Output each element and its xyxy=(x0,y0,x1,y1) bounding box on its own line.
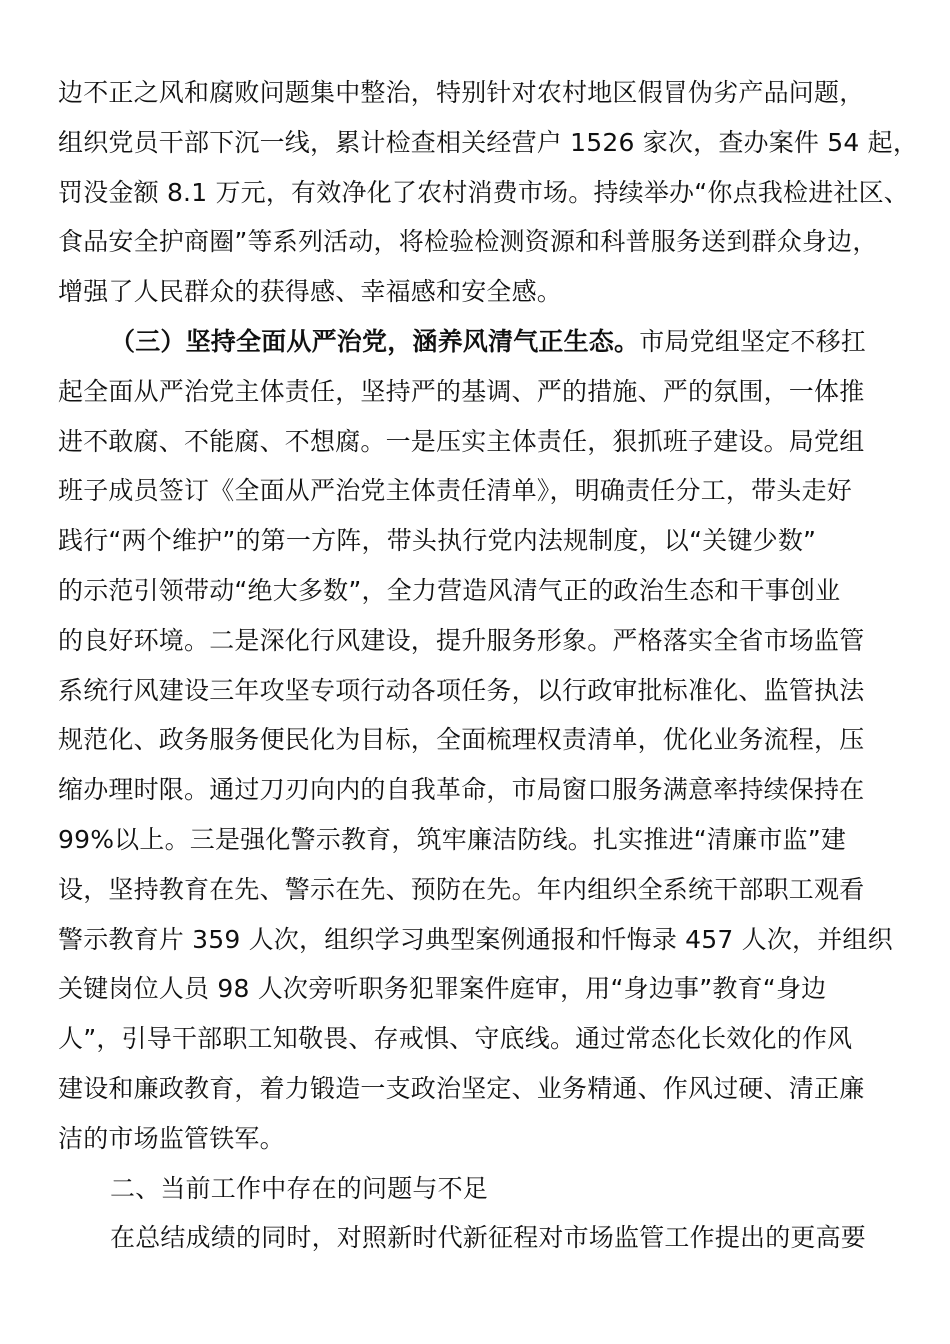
paragraph-line: 组织党员干部下沉一线，累计检查相关经营户 1526 家次，查办案件 54 起， xyxy=(58,127,919,157)
paragraph-line: 99%以上。三是强化警示教育，筑牢廉洁防线。扎实推进“清廉市监”建 xyxy=(58,824,847,854)
paragraph-line: 罚没金额 8.1 万元，有效净化了农村消费市场。持续举办“你点我检进社区、 xyxy=(58,177,910,207)
paragraph-line: 规范化、政务服务便民化为目标，全面梳理权责清单，优化业务流程，压 xyxy=(58,725,865,755)
paragraph-line: 的良好环境。二是深化行风建设，提升服务形象。严格落实全省市场监管 xyxy=(58,625,865,655)
document-page xyxy=(58,68,919,1263)
paragraph-line: 的示范引领带动“绝大多数”，全力营造风清气正的政治生态和干事创业 xyxy=(58,575,841,605)
paragraph-line: 增强了人民群众的获得感、幸福感和安全感。 xyxy=(58,277,563,307)
paragraph-line: 洁的市场监管铁军。 xyxy=(58,1123,285,1153)
paragraph-line: 起全面从严治党主体责任，坚持严的基调、严的措施、严的氛围，一体推 xyxy=(58,376,865,406)
paragraph-line: 警示教育片 359 人次，组织学习典型案例通报和忏悔录 457 人次，并组织 xyxy=(58,924,893,954)
section-two-heading: 二、当前工作中存在的问题与不足 xyxy=(110,1173,489,1203)
paragraph-line: 在总结成绩的同时，对照新时代新征程对市场监管工作提出的更高要 xyxy=(110,1223,867,1253)
paragraph-line: 班子成员签订《全面从严治党主体责任清单》，明确责任分工，带头走好 xyxy=(58,476,852,506)
paragraph-line: 食品安全护商圈”等系列活动，将检验检测资源和科普服务送到群众身边， xyxy=(58,227,878,257)
paragraph-line: 系统行风建设三年攻坚专项行动各项任务，以行政审批标准化、监管执法 xyxy=(58,675,865,705)
paragraph-line: 建设和廉政教育，着力锻造一支政治坚定、业务精通、作风过硬、清正廉 xyxy=(58,1073,865,1103)
section-three-text: 市局党组坚定不移扛 xyxy=(639,326,867,356)
paragraph-line: 缩办理时限。通过刀刃向内的自我革命，市局窗口服务满意率持续保持在 xyxy=(58,775,865,805)
paragraph-line: 践行“两个维护”的第一方阵，带头执行党内法规制度，以“关键少数” xyxy=(58,526,817,556)
section-three-first-line xyxy=(58,317,878,367)
paragraph-line: 人”，引导干部职工知敬畏、存戒惧、守底线。通过常态化长效化的作风 xyxy=(58,1024,853,1054)
paragraph-line: 边不正之风和腐败问题集中整治，特别针对农村地区假冒伪劣产品问题， xyxy=(58,78,865,107)
section-three-heading: （三）坚持全面从严治党，涵养风清气正生态。 xyxy=(110,326,640,356)
paragraph-line: 设，坚持教育在先、警示在先、预防在先。年内组织全系统干部职工观看 xyxy=(58,874,865,904)
paragraph-line: 关键岗位人员 98 人次旁听职务犯罪案件庭审，用“身边事”教育“身边 xyxy=(58,974,827,1004)
paragraph-line: 进不敢腐、不能腐、不想腐。一是压实主体责任，狠抓班子建设。局党组 xyxy=(58,426,865,456)
